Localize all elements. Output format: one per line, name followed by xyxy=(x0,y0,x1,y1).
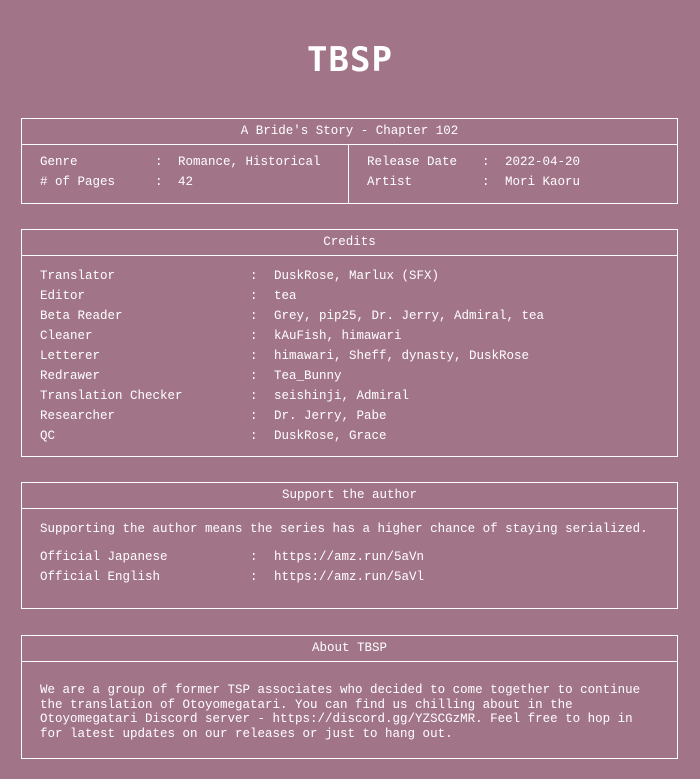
credit-row-researcher xyxy=(40,406,659,426)
support-key: Official Japanese xyxy=(40,549,168,564)
support-separator: : xyxy=(250,549,258,564)
about-title: About TBSP xyxy=(22,636,677,662)
info-key: Genre xyxy=(40,155,78,169)
info-key: Release Date xyxy=(367,155,458,169)
support-author-box xyxy=(21,482,678,609)
about-description: We are a group of former TSP associates who decided to come together to continue the translation of Otoyomegatari. You can find us chilling about in the Otoyomegatari Discord server - https://discord.gg/YZSCGzMR. Feel free to hop in for latest updates on our releases or just to hang out. xyxy=(40,683,641,741)
credit-row-beta-reader xyxy=(40,306,659,326)
info-separator: : xyxy=(155,155,163,169)
support-separator: : xyxy=(250,569,258,584)
credit-separator: : xyxy=(250,269,258,283)
credit-row-redrawer xyxy=(40,366,659,386)
credits-box xyxy=(21,229,678,457)
credit-separator: : xyxy=(250,389,258,403)
chapter-title: A Bride's Story - Chapter 102 xyxy=(22,119,677,145)
credit-names: Dr. Jerry, Pabe xyxy=(274,409,387,423)
credit-row-qc xyxy=(40,426,659,446)
credit-role: QC xyxy=(40,429,56,443)
credit-role: Letterer xyxy=(40,349,101,363)
credit-names: kAuFish, himawari xyxy=(274,329,402,343)
info-right-column xyxy=(349,145,677,203)
credit-role: Translation Checker xyxy=(40,389,183,403)
support-row-english xyxy=(40,567,659,587)
about-box xyxy=(21,635,678,759)
support-link-english[interactable]: https://amz.run/5aVl xyxy=(274,569,425,584)
credit-names: himawari, Sheff, dynasty, DuskRose xyxy=(274,349,530,363)
credit-role: Researcher xyxy=(40,409,116,423)
support-key: Official English xyxy=(40,569,161,584)
support-title: Support the author xyxy=(22,483,677,509)
credit-names: Grey, pip25, Dr. Jerry, Admiral, tea xyxy=(274,309,545,323)
credit-row-translator xyxy=(40,266,659,286)
info-value: Mori Kaoru xyxy=(505,175,581,189)
credit-row-cleaner xyxy=(40,326,659,346)
info-row-genre xyxy=(40,152,348,172)
credit-separator: : xyxy=(250,329,258,343)
credit-row-editor xyxy=(40,286,659,306)
info-value: 2022-04-20 xyxy=(505,155,581,169)
credit-row-letterer xyxy=(40,346,659,366)
info-separator: : xyxy=(482,155,490,169)
info-row-release-date xyxy=(367,152,677,172)
credit-names: DuskRose, Marlux (SFX) xyxy=(274,269,440,283)
info-row-pages xyxy=(40,172,348,192)
credit-role: Cleaner xyxy=(40,329,93,343)
info-separator: : xyxy=(155,175,163,189)
credit-separator: : xyxy=(250,309,258,323)
info-key: # of Pages xyxy=(40,175,116,189)
credit-names: tea xyxy=(274,289,297,303)
info-separator: : xyxy=(482,175,490,189)
credit-separator: : xyxy=(250,369,258,383)
credits-title: Credits xyxy=(22,230,677,256)
credit-row-translation-checker xyxy=(40,386,659,406)
credit-role: Beta Reader xyxy=(40,309,123,323)
info-key: Artist xyxy=(367,175,413,189)
info-left-column xyxy=(22,145,349,203)
site-logo-title: TBSP xyxy=(307,40,393,80)
credit-names: Tea_Bunny xyxy=(274,369,342,383)
credit-separator: : xyxy=(250,409,258,423)
info-value: 42 xyxy=(178,175,194,189)
chapter-info-box xyxy=(21,118,678,204)
credit-names: seishinji, Admiral xyxy=(274,389,410,403)
credit-role: Translator xyxy=(40,269,116,283)
credit-separator: : xyxy=(250,429,258,443)
credit-role: Redrawer xyxy=(40,369,101,383)
credit-separator: : xyxy=(250,289,258,303)
support-link-japanese[interactable]: https://amz.run/5aVn xyxy=(274,549,425,564)
credit-role: Editor xyxy=(40,289,86,303)
info-value: Romance, Historical xyxy=(178,155,321,169)
credit-names: DuskRose, Grace xyxy=(274,429,387,443)
support-row-japanese xyxy=(40,547,659,567)
info-row-artist xyxy=(367,172,677,192)
support-description: Supporting the author means the series has a higher chance of staying serialized. xyxy=(40,522,648,536)
credit-separator: : xyxy=(250,349,258,363)
